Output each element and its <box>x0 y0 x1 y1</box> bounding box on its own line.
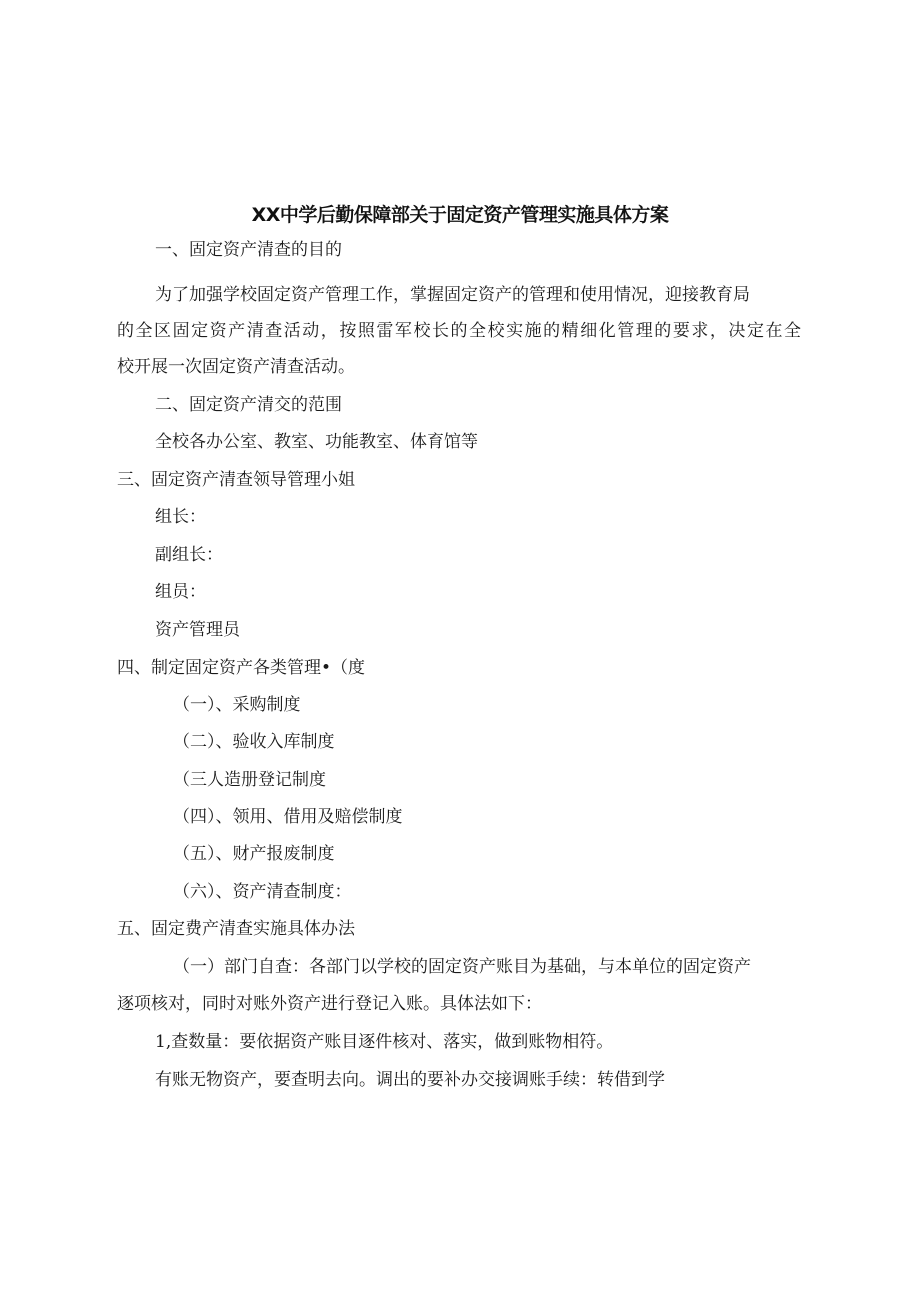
list-item: 副组长： <box>155 545 223 565</box>
list-item: （三人造册登记制度 <box>173 770 326 790</box>
list-item: 组长： <box>155 507 206 527</box>
list-item: 资产管理员 <box>155 620 240 640</box>
section-heading-3: 三、固定资产清查领导管理小姐 <box>117 470 355 490</box>
list-item: （五）、财产报废制度 <box>173 844 335 864</box>
paragraph-line: 的全区固定资产清查活动，按照雷军校长的全校实施的精细化管理的要求，决定在全 <box>117 321 801 341</box>
list-item: （一）、采购制度 <box>173 695 301 715</box>
paragraph-line: 校开展一次固定资产清查活动。 <box>117 357 355 377</box>
paragraph-line: 全校各办公室、教室、功能教室、体育馆等 <box>155 432 478 452</box>
list-item: （四）、领用、借用及赔偿制度 <box>173 807 403 827</box>
section-heading-4: 四、制定固定资产各类管理•（度 <box>117 658 366 678</box>
list-item: （六）、资产清查制度： <box>173 882 352 902</box>
section-heading-5: 五、固定费产清查实施具体办法 <box>117 919 355 939</box>
list-item: （二）、验收入库制度 <box>173 732 335 752</box>
section-heading-2: 二、固定资产清交的范围 <box>155 395 342 415</box>
paragraph-line: 逐项核对，同时对账外资产进行登记入账。具体法如下： <box>117 994 542 1014</box>
paragraph-line: 有账无物资产，要查明去向。调出的要补办交接调账手续：转借到学 <box>155 1070 665 1090</box>
paragraph-line: 为了加强学校固定资产管理工作，掌握固定资产的管理和使用情况，迎接教育局 <box>155 285 750 305</box>
paragraph-line: （一）部门自查：各部门以学校的固定资产账目为基础，与本单位的固定资产 <box>173 957 751 977</box>
list-item: 组员： <box>155 582 206 602</box>
section-heading-1: 一、固定资产清查的目的 <box>155 240 342 260</box>
document-title: XX中学后勤保障部关于固定资产管理实施具体方案 <box>251 204 669 226</box>
paragraph-line: 1,查数量：要依据资产账目逐件核对、落实，做到账物相符。 <box>155 1032 614 1052</box>
